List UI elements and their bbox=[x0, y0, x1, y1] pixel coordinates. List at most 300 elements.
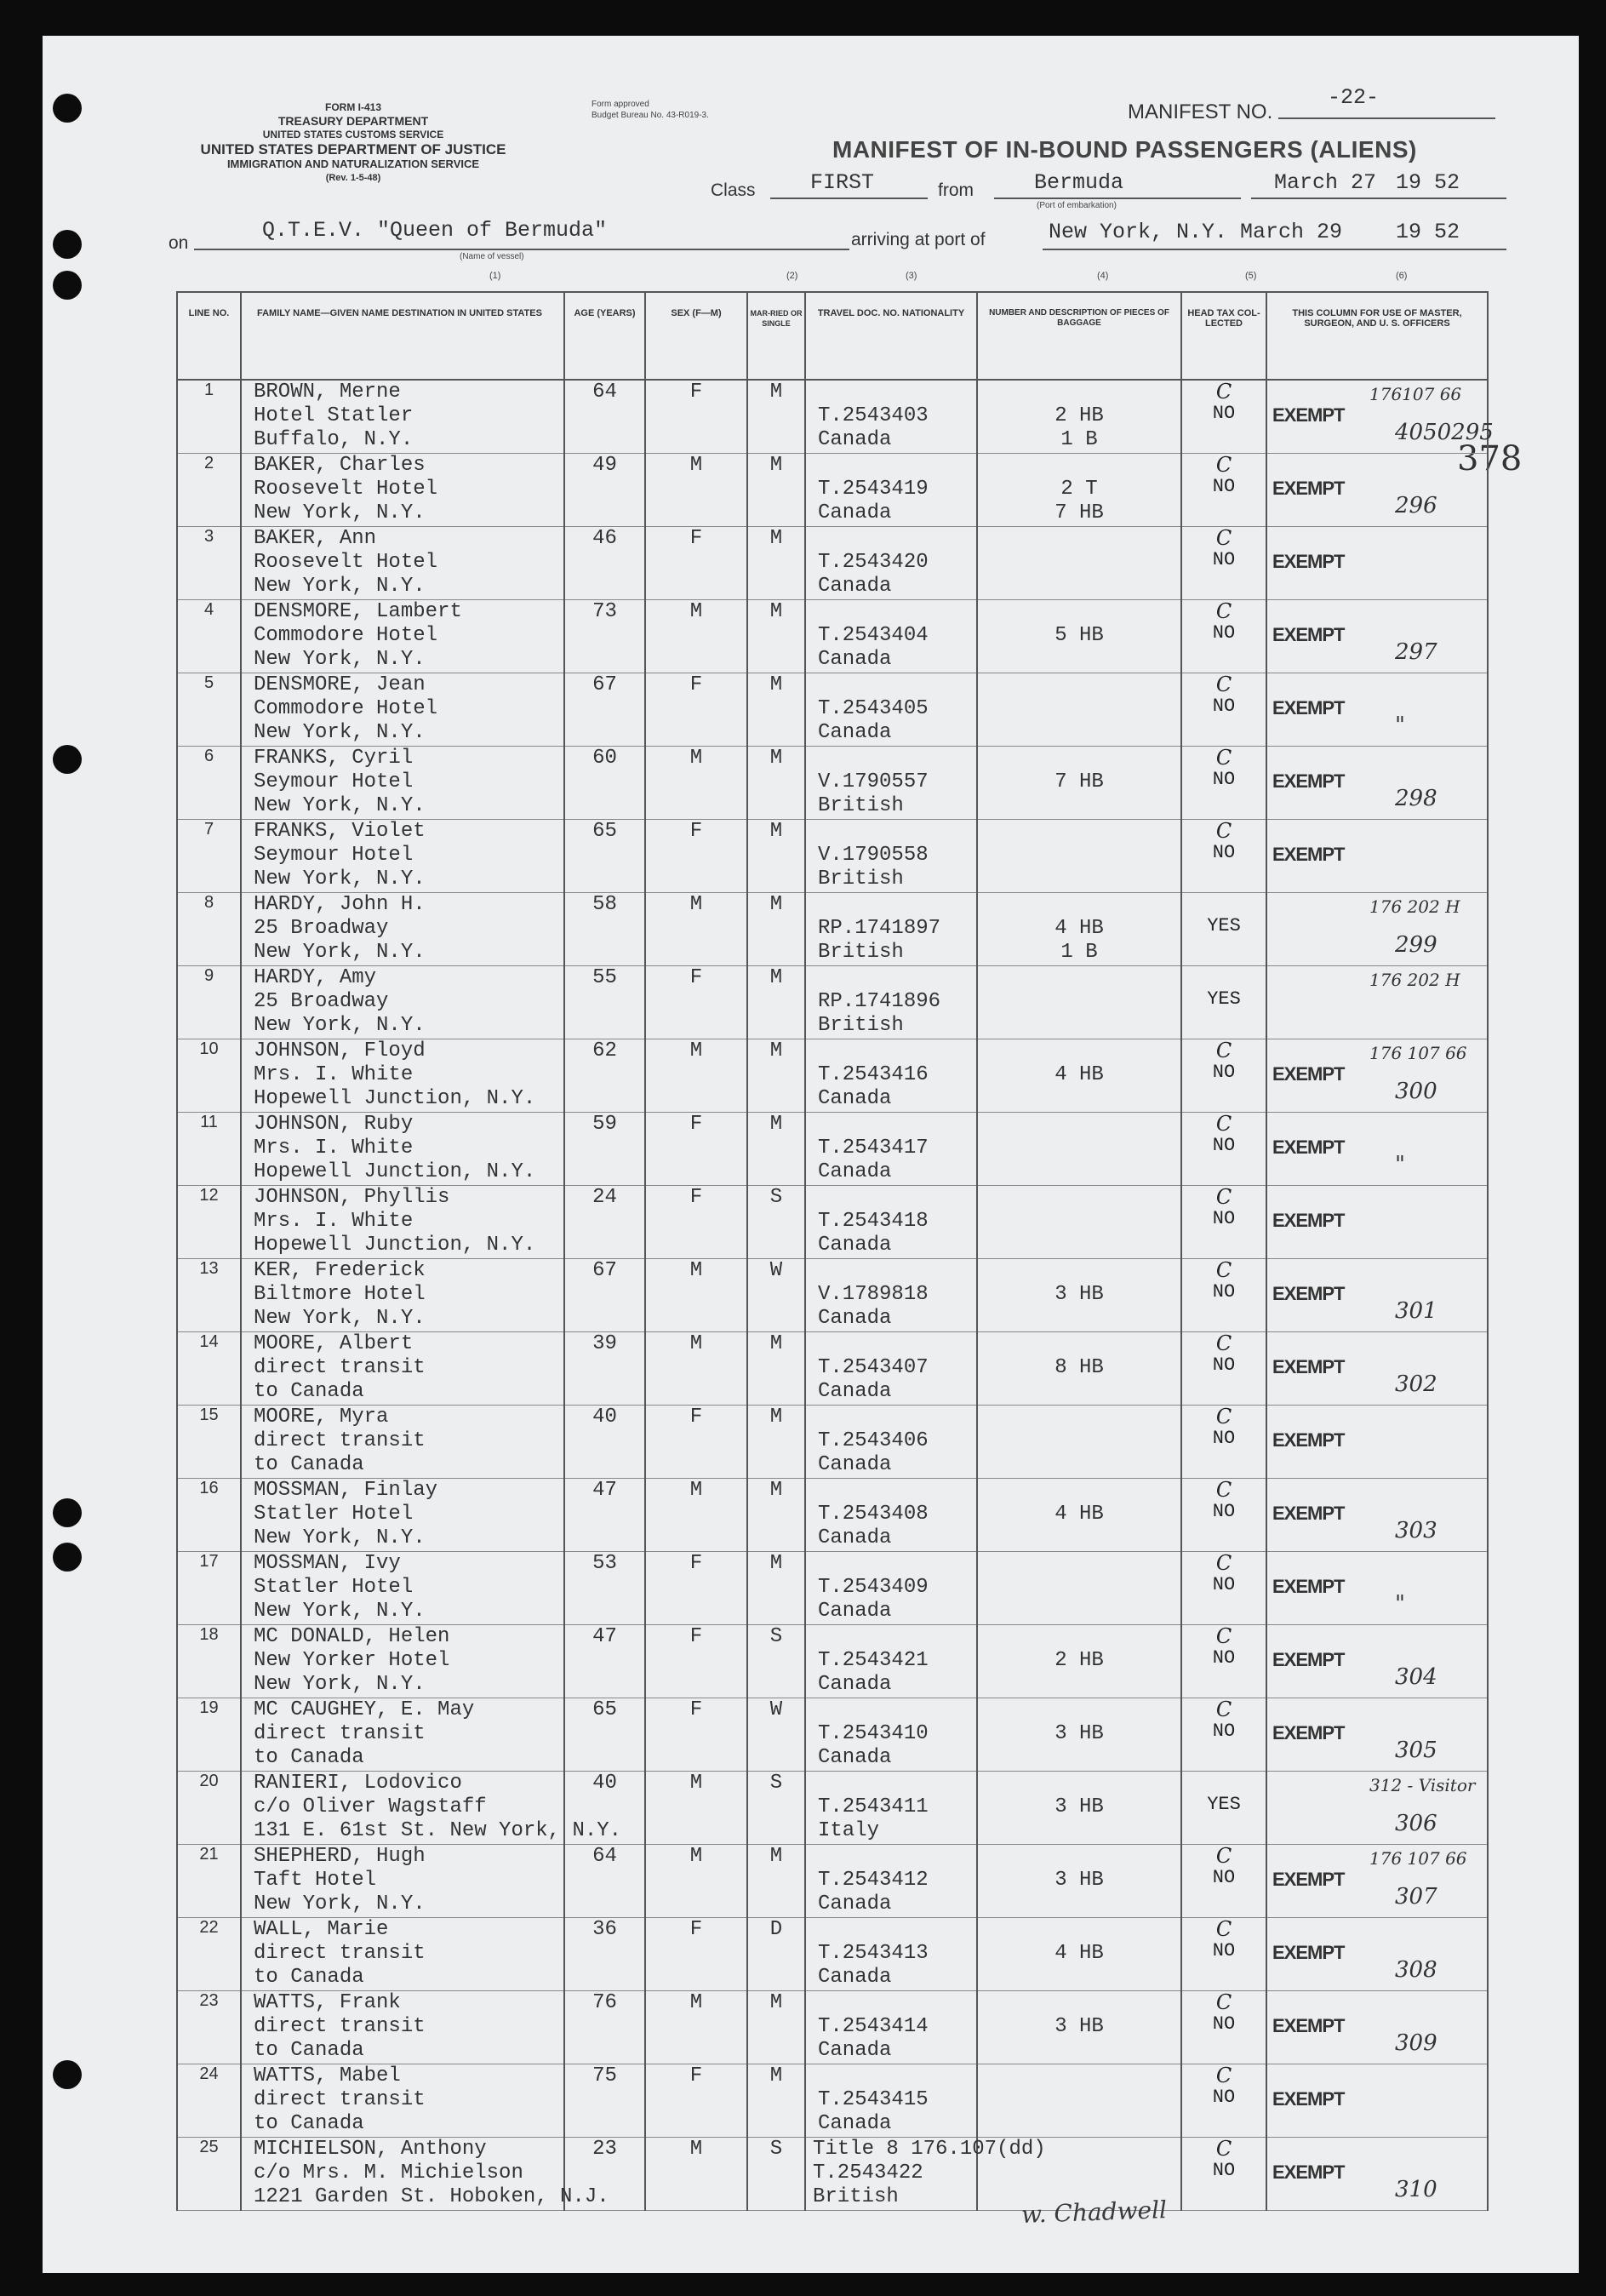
travel-doc-number: RP.1741896 bbox=[818, 990, 941, 1013]
travel-doc-number: V.1789818 bbox=[818, 1283, 929, 1306]
table-row bbox=[177, 454, 1488, 527]
departure-year: 19 52 bbox=[1396, 170, 1460, 195]
age-cell: 62 bbox=[564, 1039, 645, 1113]
baggage-line bbox=[978, 1991, 1180, 2015]
head-tax-value: YES bbox=[1207, 1794, 1241, 1815]
sex-cell: F bbox=[645, 820, 747, 893]
age-cell: 46 bbox=[564, 527, 645, 600]
passenger-name: MC CAUGHEY, E. May bbox=[254, 1698, 475, 1721]
destination-line: 25 Broadway bbox=[254, 990, 389, 1013]
baggage-cell bbox=[977, 527, 1181, 600]
baggage-cell bbox=[977, 454, 1181, 527]
age-cell: 24 bbox=[564, 1186, 645, 1259]
exempt-stamp: EXEMPT bbox=[1272, 478, 1345, 499]
head-tax-cell bbox=[1181, 1479, 1266, 1552]
head-tax-cell bbox=[1181, 380, 1266, 454]
destination-line: Hopewell Junction, N.Y. bbox=[254, 1160, 536, 1183]
travel-doc-cell bbox=[805, 893, 977, 966]
nationality: British bbox=[818, 794, 904, 817]
manifest-no-value: -22- bbox=[1328, 85, 1380, 110]
officers-cell bbox=[1266, 673, 1488, 747]
officers-cell bbox=[1266, 820, 1488, 893]
line-number: 18 bbox=[177, 1625, 241, 1698]
age-cell: 53 bbox=[564, 1552, 645, 1625]
destination-line: New York, N.Y. bbox=[254, 501, 426, 524]
head-tax-cell bbox=[1181, 1772, 1266, 1845]
nationality: British bbox=[818, 867, 904, 890]
marital-cell: M bbox=[747, 1845, 805, 1918]
baggage-line: 7 HB bbox=[1054, 501, 1104, 524]
officer-number: 297 bbox=[1395, 639, 1437, 665]
officers-cell bbox=[1266, 1332, 1488, 1406]
nationality: Canada bbox=[818, 1380, 892, 1403]
passenger-name: BAKER, Ann bbox=[254, 527, 377, 550]
head-tax-value: NO bbox=[1212, 1501, 1236, 1522]
underline bbox=[194, 249, 849, 250]
passenger-name-cell bbox=[241, 1552, 564, 1625]
destination-line: to Canada bbox=[254, 1966, 364, 1989]
line-number: 2 bbox=[177, 454, 241, 527]
head-tax-cell bbox=[1181, 2138, 1266, 2211]
officers-notes bbox=[1267, 673, 1487, 746]
nationality: Canada bbox=[818, 2039, 892, 2062]
travel-doc-note: Title 8 176.107(dd) bbox=[813, 2138, 1046, 2161]
passenger-name-cell bbox=[241, 380, 564, 454]
table-row bbox=[177, 1918, 1488, 1991]
officers-notes bbox=[1267, 527, 1487, 599]
nationality: Canada bbox=[818, 648, 892, 671]
class-label: Class bbox=[711, 180, 756, 200]
travel-doc-number: T.2543403 bbox=[818, 404, 929, 427]
column-number: (4) bbox=[1097, 271, 1109, 281]
nationality: Canada bbox=[818, 1160, 892, 1183]
head-tax-cell bbox=[1181, 966, 1266, 1039]
underline bbox=[1043, 249, 1506, 250]
destination-line: Taft Hotel bbox=[254, 1869, 377, 1892]
baggage-line: 3 HB bbox=[1054, 1722, 1104, 1745]
officer-annotation: 176107 66 bbox=[1369, 384, 1462, 404]
head-tax-value: NO bbox=[1212, 549, 1236, 570]
line-number: 22 bbox=[177, 1918, 241, 1991]
destination-line: New York, N.Y. bbox=[254, 721, 426, 744]
officers-cell bbox=[1266, 380, 1494, 454]
travel-doc-number: T.2543410 bbox=[818, 1722, 929, 1745]
passenger-name-cell bbox=[241, 454, 564, 527]
passenger-name-cell bbox=[241, 1479, 564, 1552]
travel-doc-number: T.2543405 bbox=[818, 697, 929, 720]
approval-block bbox=[592, 99, 709, 121]
form-id: FORM I-413 bbox=[324, 101, 381, 113]
table-row bbox=[177, 1259, 1488, 1332]
head-tax-value: NO bbox=[1212, 2087, 1236, 2108]
line-number: 20 bbox=[177, 1772, 241, 1845]
travel-doc-number: T.2543412 bbox=[818, 1869, 929, 1892]
punch-hole bbox=[53, 230, 82, 259]
head-tax-value: NO bbox=[1212, 476, 1236, 497]
passenger-name-cell bbox=[241, 893, 564, 966]
exempt-stamp: EXEMPT bbox=[1272, 1283, 1345, 1304]
officers-cell bbox=[1266, 1113, 1488, 1186]
destination-line: Hopewell Junction, N.Y. bbox=[254, 1234, 536, 1257]
destination-line: New York, N.Y. bbox=[254, 1014, 426, 1037]
officers-notes bbox=[1267, 1332, 1487, 1405]
baggage-line: 2 T bbox=[1060, 478, 1098, 501]
passenger-name: DENSMORE, Lambert bbox=[254, 600, 462, 623]
destination-line: 131 E. 61st St. New York, N.Y. bbox=[254, 1819, 622, 1842]
head-tax-value: NO bbox=[1212, 622, 1236, 644]
sex-cell: F bbox=[645, 1918, 747, 1991]
collected-check-mark: C bbox=[1215, 819, 1232, 843]
exempt-stamp: EXEMPT bbox=[1272, 1356, 1345, 1377]
sex-cell: M bbox=[645, 1259, 747, 1332]
passenger-name-cell bbox=[241, 1186, 564, 1259]
line-number: 25 bbox=[177, 2138, 241, 2211]
col-header-sex: SEX (F—M) bbox=[645, 292, 747, 380]
travel-doc-cell bbox=[805, 1113, 977, 1186]
baggage-line bbox=[978, 1918, 1180, 1942]
head-tax-cell bbox=[1181, 1698, 1266, 1772]
baggage-line: 2 HB bbox=[1054, 404, 1104, 427]
nationality: Canada bbox=[818, 501, 892, 524]
passenger-name: MICHIELSON, Anthony bbox=[254, 2138, 487, 2161]
baggage-line: 3 HB bbox=[1054, 1869, 1104, 1892]
collected-check-mark: C bbox=[1215, 1698, 1232, 1721]
table-row bbox=[177, 2064, 1488, 2138]
sex-cell: F bbox=[645, 1698, 747, 1772]
head-tax-value: NO bbox=[1212, 1867, 1236, 1888]
passenger-name-cell bbox=[241, 527, 564, 600]
marital-cell: M bbox=[747, 1039, 805, 1113]
budget-label: Budget Bureau No. 43-R019-3. bbox=[592, 111, 709, 120]
nationality: British bbox=[813, 2185, 899, 2208]
marital-cell: W bbox=[747, 1259, 805, 1332]
passenger-name-cell bbox=[241, 1259, 564, 1332]
age-cell: 76 bbox=[564, 1991, 645, 2064]
marital-cell: M bbox=[747, 380, 805, 454]
passenger-name-cell bbox=[241, 1039, 564, 1113]
destination-line: direct transit bbox=[254, 2015, 426, 2038]
table-row bbox=[177, 1845, 1488, 1918]
age-cell: 67 bbox=[564, 1259, 645, 1332]
exempt-stamp: EXEMPT bbox=[1272, 624, 1345, 645]
destination-line: Mrs. I. White bbox=[254, 1210, 414, 1233]
line-number: 1 bbox=[177, 380, 241, 454]
nationality: Canada bbox=[818, 1087, 892, 1110]
travel-doc-number: T.2543413 bbox=[818, 1942, 929, 1965]
punch-hole bbox=[53, 2060, 82, 2089]
travel-doc-number: T.2543419 bbox=[818, 478, 929, 501]
arrival-year: 19 52 bbox=[1396, 220, 1460, 244]
passenger-name: MOORE, Myra bbox=[254, 1406, 389, 1429]
passenger-name-cell bbox=[241, 1698, 564, 1772]
baggage-line: 3 HB bbox=[1054, 2015, 1104, 2038]
collected-check-mark: C bbox=[1215, 1185, 1232, 1209]
sex-cell: F bbox=[645, 1625, 747, 1698]
passenger-name: RANIERI, Lodovico bbox=[254, 1772, 462, 1795]
baggage-cell bbox=[977, 1406, 1181, 1479]
officers-notes bbox=[1267, 381, 1494, 453]
destination-line: Statler Hotel bbox=[254, 1503, 414, 1526]
marital-cell: M bbox=[747, 820, 805, 893]
officer-number: 308 bbox=[1395, 1957, 1437, 1983]
age-cell: 23 bbox=[564, 2138, 645, 2211]
nationality: Canada bbox=[818, 1234, 892, 1257]
line-number: 13 bbox=[177, 1259, 241, 1332]
table-row bbox=[177, 820, 1488, 893]
destination-line: to Canada bbox=[254, 2039, 364, 2062]
destination-line: New York, N.Y. bbox=[254, 648, 426, 671]
age-cell: 67 bbox=[564, 673, 645, 747]
baggage-line: 7 HB bbox=[1054, 770, 1104, 793]
officers-cell bbox=[1266, 527, 1488, 600]
destination-line: New Yorker Hotel bbox=[254, 1649, 450, 1672]
baggage-line bbox=[978, 1772, 1180, 1795]
baggage-cell bbox=[977, 1039, 1181, 1113]
destination-line: direct transit bbox=[254, 1356, 426, 1379]
passenger-name-cell bbox=[241, 1991, 564, 2064]
head-tax-cell bbox=[1181, 1039, 1266, 1113]
sex-cell: F bbox=[645, 966, 747, 1039]
baggage-line: 4 HB bbox=[1054, 1942, 1104, 1965]
officer-annotation: 176 202 H bbox=[1369, 970, 1460, 990]
baggage-cell bbox=[977, 1698, 1181, 1772]
punch-hole bbox=[53, 94, 82, 123]
travel-doc-cell bbox=[805, 673, 977, 747]
nationality: Canada bbox=[818, 1746, 892, 1769]
officers-cell bbox=[1266, 2138, 1488, 2211]
head-tax-value: NO bbox=[1212, 1135, 1236, 1156]
passenger-name: FRANKS, Cyril bbox=[254, 747, 414, 770]
officers-cell bbox=[1266, 1552, 1488, 1625]
age-cell: 65 bbox=[564, 1698, 645, 1772]
sex-cell: F bbox=[645, 380, 747, 454]
officer-number: 304 bbox=[1395, 1664, 1437, 1690]
marital-cell: M bbox=[747, 454, 805, 527]
baggage-line bbox=[978, 820, 1180, 844]
marital-cell: S bbox=[747, 1186, 805, 1259]
table-row bbox=[177, 966, 1488, 1039]
age-cell: 47 bbox=[564, 1625, 645, 1698]
baggage-cell bbox=[977, 1552, 1181, 1625]
column-number: (2) bbox=[786, 271, 798, 281]
line-number: 3 bbox=[177, 527, 241, 600]
passenger-name: HARDY, John H. bbox=[254, 893, 426, 916]
age-cell: 36 bbox=[564, 1918, 645, 1991]
officers-notes bbox=[1267, 1625, 1487, 1698]
officers-cell bbox=[1266, 1698, 1488, 1772]
passenger-name-cell bbox=[241, 966, 564, 1039]
punch-hole bbox=[53, 271, 82, 300]
collected-check-mark: C bbox=[1215, 673, 1232, 696]
sex-cell: M bbox=[645, 1332, 747, 1406]
nationality: Canada bbox=[818, 1966, 892, 1989]
baggage-cell bbox=[977, 1991, 1181, 2064]
head-tax-cell bbox=[1181, 454, 1266, 527]
travel-doc-cell bbox=[805, 966, 977, 1039]
head-tax-value: NO bbox=[1212, 1062, 1236, 1083]
officers-cell bbox=[1266, 454, 1488, 527]
line-number: 17 bbox=[177, 1552, 241, 1625]
officer-number: 307 bbox=[1395, 1884, 1437, 1910]
baggage-cell bbox=[977, 1918, 1181, 1991]
destination-line: New York, N.Y. bbox=[254, 575, 426, 598]
officer-number: 4050295 bbox=[1395, 420, 1494, 445]
destination-line: direct transit bbox=[254, 1942, 426, 1965]
head-tax-value: NO bbox=[1212, 1940, 1236, 1961]
head-tax-cell bbox=[1181, 747, 1266, 820]
age-cell: 40 bbox=[564, 1406, 645, 1479]
travel-doc-number: T.2543411 bbox=[818, 1795, 929, 1818]
baggage-cell bbox=[977, 2064, 1181, 2138]
table-row bbox=[177, 893, 1488, 966]
travel-doc-number: T.2543414 bbox=[818, 2015, 929, 2038]
class-value: FIRST bbox=[810, 170, 875, 195]
age-cell: 39 bbox=[564, 1332, 645, 1406]
table-row bbox=[177, 1186, 1488, 1259]
destination-line: Mrs. I. White bbox=[254, 1063, 414, 1086]
collected-check-mark: C bbox=[1215, 1039, 1232, 1062]
collected-check-mark: C bbox=[1215, 1917, 1232, 1941]
passenger-name: HARDY, Amy bbox=[254, 966, 377, 989]
exempt-stamp: EXEMPT bbox=[1272, 1576, 1345, 1597]
baggage-line bbox=[978, 966, 1180, 990]
passenger-name-cell bbox=[241, 1918, 564, 1991]
collected-check-mark: C bbox=[1215, 599, 1232, 623]
officers-cell bbox=[1266, 2064, 1488, 2138]
collected-check-mark: C bbox=[1215, 746, 1232, 770]
sex-cell: F bbox=[645, 1186, 747, 1259]
officers-notes bbox=[1267, 1113, 1487, 1185]
table-row bbox=[177, 1113, 1488, 1186]
officers-notes bbox=[1267, 1772, 1487, 1844]
officers-cell bbox=[1266, 966, 1488, 1039]
officers-notes bbox=[1267, 454, 1487, 526]
sex-cell: M bbox=[645, 454, 747, 527]
travel-doc-cell bbox=[805, 1625, 977, 1698]
line-number: 16 bbox=[177, 1479, 241, 1552]
age-cell: 49 bbox=[564, 454, 645, 527]
table-row bbox=[177, 1552, 1488, 1625]
travel-doc-number: T.2543421 bbox=[818, 1649, 929, 1672]
destination-line: Biltmore Hotel bbox=[254, 1283, 426, 1306]
officer-number: " bbox=[1395, 713, 1405, 738]
travel-doc-cell bbox=[805, 1039, 977, 1113]
col-header-travel-doc: TRAVEL DOC. NO. NATIONALITY bbox=[805, 292, 977, 380]
travel-doc-cell bbox=[805, 1772, 977, 1845]
line-number: 12 bbox=[177, 1186, 241, 1259]
baggage-line bbox=[978, 1625, 1180, 1649]
officer-number: 303 bbox=[1395, 1518, 1437, 1543]
baggage-cell bbox=[977, 1113, 1181, 1186]
officer-number: 302 bbox=[1395, 1371, 1437, 1397]
baggage-cell bbox=[977, 820, 1181, 893]
col-header-age: AGE (YEARS) bbox=[564, 292, 645, 380]
column-number: (3) bbox=[906, 271, 917, 281]
baggage-line: 1 B bbox=[1060, 428, 1098, 451]
exempt-stamp: EXEMPT bbox=[1272, 1063, 1345, 1085]
sex-cell: F bbox=[645, 2064, 747, 2138]
exempt-stamp: EXEMPT bbox=[1272, 1722, 1345, 1743]
collected-check-mark: C bbox=[1215, 2064, 1232, 2087]
baggage-line bbox=[978, 1479, 1180, 1503]
exempt-stamp: EXEMPT bbox=[1272, 2088, 1345, 2110]
baggage-cell bbox=[977, 1479, 1181, 1552]
sex-cell: F bbox=[645, 1552, 747, 1625]
officers-notes bbox=[1267, 1186, 1487, 1258]
baggage-line bbox=[978, 1552, 1180, 1576]
destination-line: 1221 Garden St. Hoboken, N.J. bbox=[254, 2185, 609, 2208]
baggage-cell bbox=[977, 673, 1181, 747]
baggage-line: 5 HB bbox=[1054, 624, 1104, 647]
line-number: 5 bbox=[177, 673, 241, 747]
travel-doc-cell bbox=[805, 1259, 977, 1332]
table-row bbox=[177, 1039, 1488, 1113]
officers-cell bbox=[1266, 1845, 1488, 1918]
marital-cell: M bbox=[747, 893, 805, 966]
sex-cell: M bbox=[645, 1039, 747, 1113]
spacer bbox=[1182, 893, 1266, 915]
table-row bbox=[177, 673, 1488, 747]
passenger-name: KER, Frederick bbox=[254, 1259, 426, 1282]
line-number: 9 bbox=[177, 966, 241, 1039]
baggage-cell bbox=[977, 1845, 1181, 1918]
baggage-line bbox=[978, 2064, 1180, 2088]
departure-date: March 27 bbox=[1274, 170, 1377, 195]
sex-cell: M bbox=[645, 747, 747, 820]
vessel-name: Q.T.E.V. "Queen of Bermuda" bbox=[262, 218, 608, 243]
nationality: Canada bbox=[818, 2112, 892, 2135]
line-number: 7 bbox=[177, 820, 241, 893]
passenger-name: SHEPHERD, Hugh bbox=[254, 1845, 426, 1868]
officer-annotation: 176 202 H bbox=[1369, 896, 1460, 917]
destination-line: Roosevelt Hotel bbox=[254, 478, 438, 501]
head-tax-value: NO bbox=[1212, 1428, 1236, 1449]
destination-line: Seymour Hotel bbox=[254, 844, 414, 867]
sex-cell: F bbox=[645, 1406, 747, 1479]
col-header-baggage: NUMBER AND DESCRIPTION OF PIECES OF BAGGAGE bbox=[977, 292, 1181, 380]
destination-line: Commodore Hotel bbox=[254, 624, 438, 647]
line-number: 11 bbox=[177, 1113, 241, 1186]
passenger-name: WATTS, Mabel bbox=[254, 2064, 401, 2087]
line-number: 8 bbox=[177, 893, 241, 966]
nationality: Canada bbox=[818, 1526, 892, 1549]
head-tax-cell bbox=[1181, 1332, 1266, 1406]
destination-line: c/o Oliver Wagstaff bbox=[254, 1795, 487, 1818]
officers-notes bbox=[1267, 600, 1487, 673]
officers-cell bbox=[1266, 1772, 1488, 1845]
passenger-name-cell bbox=[241, 1113, 564, 1186]
head-tax-cell bbox=[1181, 1406, 1266, 1479]
head-tax-value: NO bbox=[1212, 403, 1236, 424]
head-tax-cell bbox=[1181, 1845, 1266, 1918]
baggage-line: 8 HB bbox=[1054, 1356, 1104, 1379]
baggage-line bbox=[978, 747, 1180, 770]
officers-cell bbox=[1266, 1186, 1488, 1259]
destination-line: Statler Hotel bbox=[254, 1576, 414, 1599]
head-tax-cell bbox=[1181, 893, 1266, 966]
travel-doc-number: T.2543406 bbox=[818, 1429, 929, 1452]
travel-doc-cell bbox=[805, 600, 977, 673]
destination-line: Hopewell Junction, N.Y. bbox=[254, 1087, 536, 1110]
age-cell: 47 bbox=[564, 1479, 645, 1552]
col-header-line: LINE NO. bbox=[177, 292, 241, 380]
handwritten-signature: w. Chadwell bbox=[1020, 2196, 1168, 2229]
exempt-stamp: EXEMPT bbox=[1272, 1649, 1345, 1670]
age-cell: 64 bbox=[564, 1845, 645, 1918]
table-row bbox=[177, 380, 1488, 454]
baggage-line bbox=[978, 1259, 1180, 1283]
travel-doc-cell bbox=[805, 1332, 977, 1406]
